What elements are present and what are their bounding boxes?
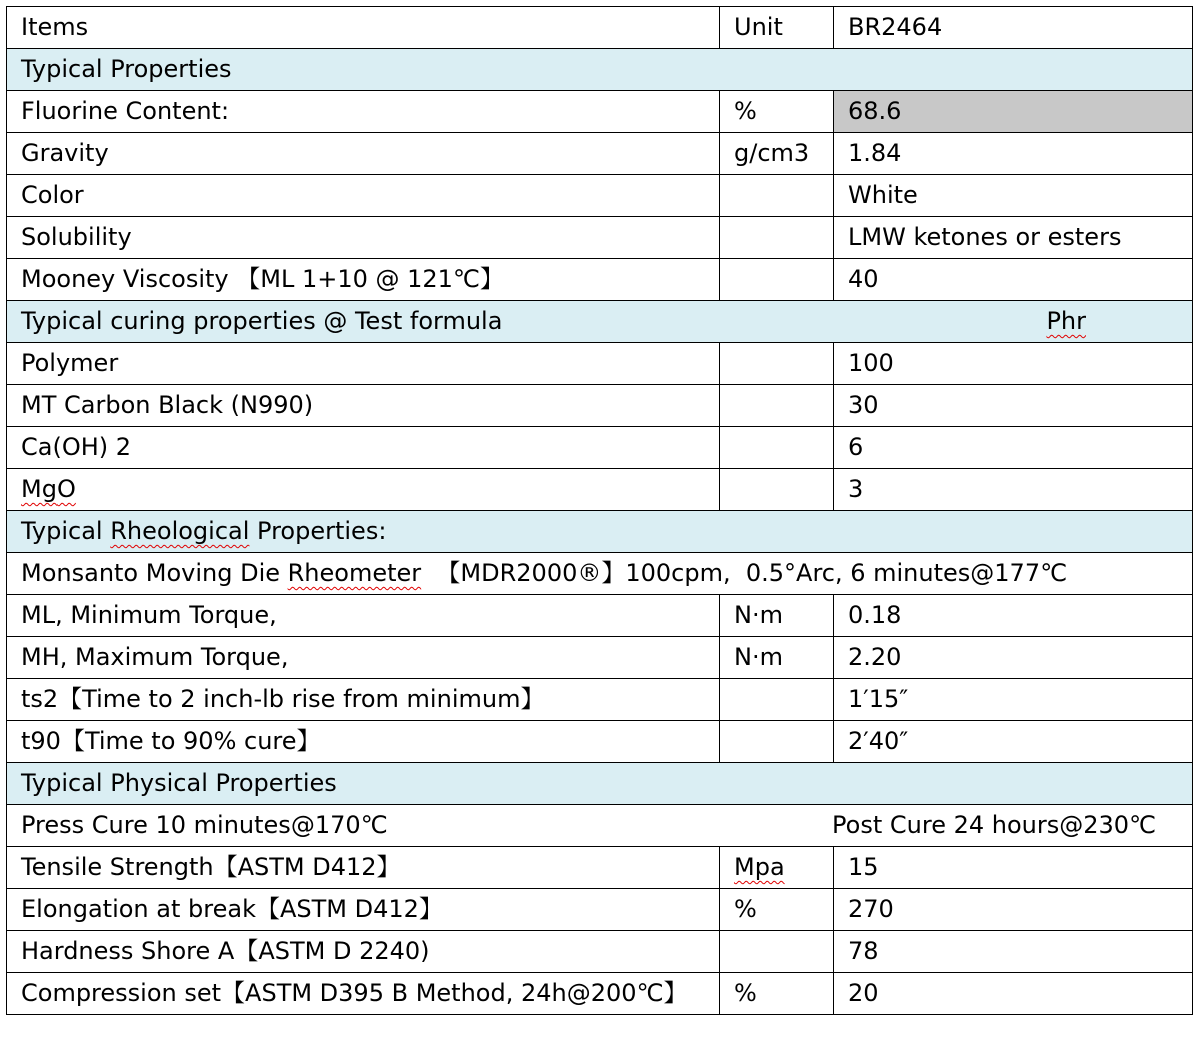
table-row [7,133,1193,175]
header-row [7,7,1193,49]
value-cell: 30 [834,385,1193,427]
unit-cell [720,847,834,889]
item-cell: Mooney Viscosity 【ML 1+10 @ 121℃】 [7,259,720,301]
unit-cell: % [720,973,834,1015]
unit-cell: N·m [720,637,834,679]
unit-cell: % [720,889,834,931]
unit-text: Mpa [734,853,785,881]
table-row [7,91,1193,133]
unit-cell [720,343,834,385]
test-condition-marked: Rheometer [287,559,422,587]
value-cell: 20 [834,973,1193,1015]
unit-cell [720,259,834,301]
table-row [7,637,1193,679]
table-row [7,847,1193,889]
section-row-curing [7,301,1193,343]
item-cell: ML, Minimum Torque, [7,595,720,637]
section-title-line [21,301,1192,342]
phr-label: Phr [1046,307,1086,335]
section-title-plain: Typical [21,517,111,545]
value-cell: 270 [834,889,1193,931]
item-cell: MT Carbon Black (N990) [7,385,720,427]
item-cell: ts2【Time to 2 inch-lb rise from minimum】 [7,679,720,721]
item-cell: MH, Maximum Torque, [7,637,720,679]
grade-header: BR2464 [834,7,1193,49]
section-title: Typical Properties [7,49,1193,91]
value-cell: 78 [834,931,1193,973]
item-cell: Polymer [7,343,720,385]
item-cell: Color [7,175,720,217]
table-row [7,973,1193,1015]
section-row-typical-properties [7,49,1193,91]
unit-cell: % [720,91,834,133]
cure-condition-cell [7,805,1193,847]
unit-cell [720,385,834,427]
unit-cell: N·m [720,595,834,637]
item-cell: Solubility [7,217,720,259]
post-cure-text: Post Cure 24 hours@230℃ [832,811,1156,839]
press-cure-text: Press Cure 10 minutes@170℃ [21,811,388,839]
table-row [7,721,1193,763]
value-cell: 0.18 [834,595,1193,637]
test-condition-cell [7,553,1193,595]
section-title-rest: Properties: [249,517,387,545]
item-cell: Elongation at break【ASTM D412】 [7,889,720,931]
value-cell: White [834,175,1193,217]
table-row [7,175,1193,217]
table-row [7,931,1193,973]
test-condition-rest: 【MDR2000®】100cpm, 0.5°Arc, 6 minutes@177℃ [421,559,1068,587]
section-title: Typical curing properties @ Test formula [21,307,503,335]
item-cell: Gravity [7,133,720,175]
item-cell: t90【Time to 90% cure】 [7,721,720,763]
section-row-physical [7,763,1193,805]
section-title-marked: Rheological [110,517,250,545]
value-cell: 3 [834,469,1193,511]
value-cell: 2′40″ [834,721,1193,763]
unit-cell [720,721,834,763]
section-title: Typical Physical Properties [7,763,1193,805]
table-row [7,595,1193,637]
value-cell: LMW ketones or esters [834,217,1193,259]
table-row [7,469,1193,511]
item-cell [7,469,720,511]
value-cell: 15 [834,847,1193,889]
value-cell: 40 [834,259,1193,301]
value-cell: 2.20 [834,637,1193,679]
value-cell: 100 [834,343,1193,385]
table-row [7,259,1193,301]
value-cell: 1.84 [834,133,1193,175]
properties-table [6,6,1193,1015]
unit-cell [720,469,834,511]
item-cell: Hardness Shore A【ASTM D 2240) [7,931,720,973]
value-cell: 6 [834,427,1193,469]
table-row [7,427,1193,469]
value-cell: 68.6 [834,91,1193,133]
unit-cell [720,679,834,721]
cure-condition-line [21,805,1192,846]
table-row [7,343,1193,385]
test-condition-row [7,553,1193,595]
section-title [7,511,1193,553]
item-cell: Compression set【ASTM D395 B Method, 24h@200℃】 [7,973,720,1015]
section-row-rheological [7,511,1193,553]
item-text [21,475,76,503]
items-header: Items [7,7,720,49]
item-cell: Tensile Strength【ASTM D412】 [7,847,720,889]
item-text-marked: O [56,475,76,503]
unit-cell [720,427,834,469]
table-row [7,385,1193,427]
unit-cell [720,175,834,217]
table-row [7,889,1193,931]
unit-header: Unit [720,7,834,49]
value-cell: 1′15″ [834,679,1193,721]
table-row [7,679,1193,721]
table-row [7,217,1193,259]
item-cell: Fluorine Content: [7,91,720,133]
unit-cell [720,217,834,259]
unit-cell [720,931,834,973]
item-cell: Ca(OH) 2 [7,427,720,469]
section-title-cell [7,301,1193,343]
unit-cell: g/cm3 [720,133,834,175]
item-text-main: Mg [21,475,57,503]
test-condition-plain: Monsanto Moving Die [21,559,288,587]
cure-condition-row [7,805,1193,847]
